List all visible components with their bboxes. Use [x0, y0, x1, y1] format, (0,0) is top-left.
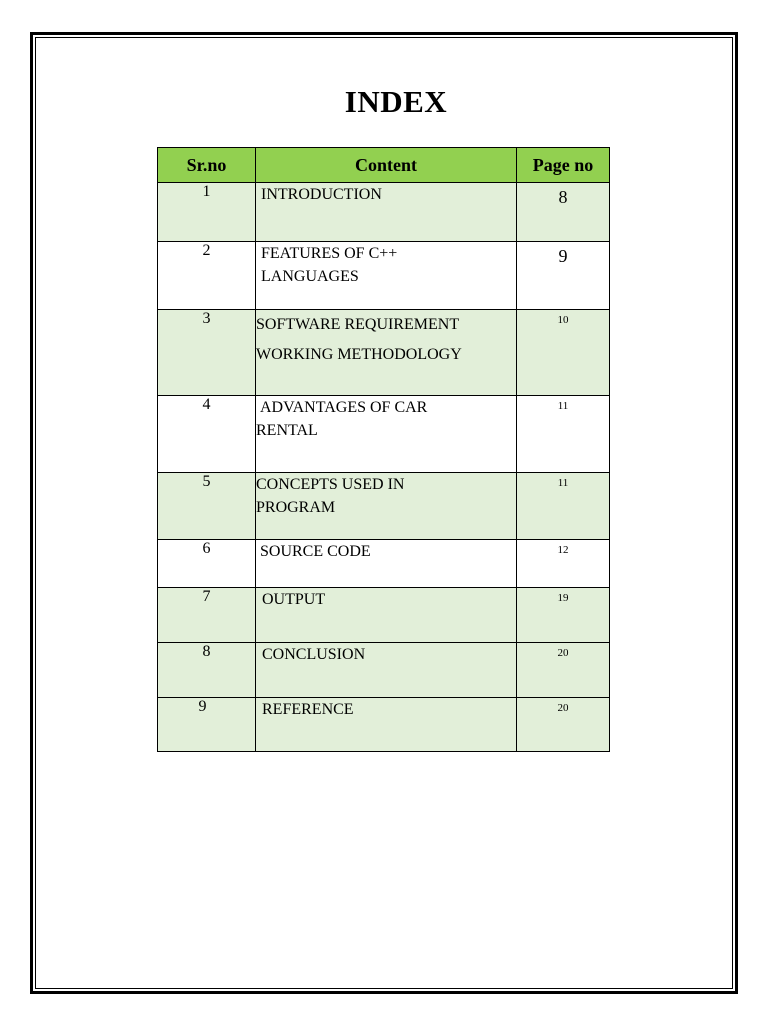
cell-content — [256, 473, 517, 540]
cell-page-no — [517, 242, 610, 310]
cell-sr-no: 5 — [158, 473, 256, 540]
cell-content — [256, 242, 517, 310]
content-line: RENTAL — [256, 422, 318, 439]
table-row — [158, 310, 610, 396]
content-line: SOFTWARE REQUIREMENT — [256, 316, 460, 333]
table-row — [158, 588, 610, 643]
cell-content — [256, 698, 517, 752]
table-row — [158, 242, 610, 310]
page-number: 20 — [557, 647, 569, 659]
table-row — [158, 643, 610, 698]
cell-page-no — [517, 396, 610, 473]
content-line: LANGUAGES — [261, 268, 359, 285]
content-line: REFERENCE — [262, 701, 354, 718]
page-number: 20 — [557, 702, 569, 714]
content-line: CONCLUSION — [262, 646, 366, 663]
content-line: PROGRAM — [256, 499, 336, 516]
table-row — [158, 396, 610, 473]
page-number: 8 — [558, 187, 568, 207]
cell-sr-no: 7 — [158, 588, 256, 643]
table-header-row — [158, 148, 610, 183]
page-number: 11 — [557, 477, 569, 489]
cell-page-no — [517, 310, 610, 396]
cell-sr-no: 8 — [158, 643, 256, 698]
table-row — [158, 183, 610, 242]
table-row — [158, 473, 610, 540]
page-number: 11 — [557, 400, 569, 412]
cell-sr-no: 1 — [158, 183, 256, 242]
content-line: SOURCE CODE — [260, 543, 371, 560]
index-table — [157, 147, 610, 752]
cell-page-no — [517, 643, 610, 698]
header-sr-no: Sr.no — [158, 148, 256, 183]
table-row — [158, 540, 610, 588]
cell-content — [256, 396, 517, 473]
cell-sr-no: 4 — [158, 396, 256, 473]
header-content: Content — [256, 148, 517, 183]
page-number: 12 — [557, 544, 569, 556]
content-line: WORKING METHODOLOGY — [256, 346, 462, 363]
header-page-no: Page no — [517, 148, 610, 183]
content-line: ADVANTAGES OF CAR — [260, 399, 428, 416]
page-number: 10 — [557, 314, 569, 326]
content-line: FEATURES OF C++ — [261, 245, 398, 262]
content-line: OUTPUT — [262, 591, 326, 608]
table-row — [158, 698, 610, 752]
page-title: INDEX — [344, 84, 448, 119]
cell-content — [256, 643, 517, 698]
cell-page-no — [517, 183, 610, 242]
cell-sr-no: 6 — [158, 540, 256, 588]
cell-sr-no: 3 — [158, 310, 256, 396]
cell-content — [256, 183, 517, 242]
cell-page-no — [517, 588, 610, 643]
page-number: 19 — [557, 592, 569, 604]
page-number: 9 — [558, 246, 568, 266]
content-line: INTRODUCTION — [261, 186, 382, 203]
content-line: CONCEPTS USED IN — [256, 476, 405, 493]
cell-sr-no: 9 — [158, 698, 256, 752]
cell-sr-no: 2 — [158, 242, 256, 310]
cell-content — [256, 310, 517, 396]
cell-page-no — [517, 540, 610, 588]
cell-page-no — [517, 698, 610, 752]
cell-content — [256, 540, 517, 588]
cell-page-no — [517, 473, 610, 540]
cell-content — [256, 588, 517, 643]
